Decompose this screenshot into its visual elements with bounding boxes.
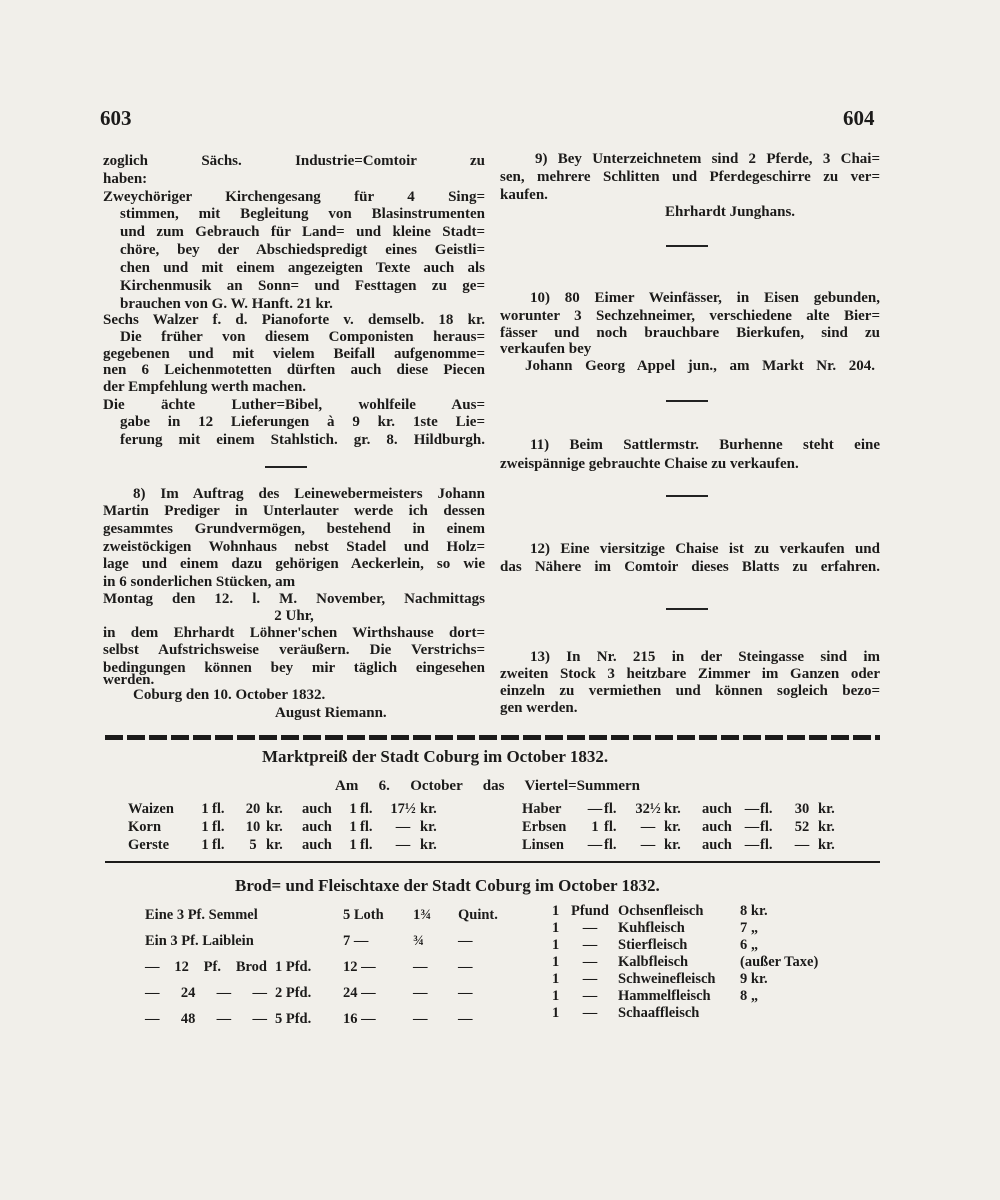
meat-tax-cell: Ochsenfleisch [618, 903, 704, 919]
notice-8-auction-date: Montag den 12. l. M. November, Nachmittags [103, 591, 485, 607]
grain-price-cell: 1 [591, 819, 599, 835]
meat-tax-cell: 1 [552, 971, 560, 987]
grain-price-cell: auch [702, 801, 732, 817]
notice-separator [666, 400, 708, 402]
grain-price-cell: kr. [266, 801, 283, 817]
grain-price-cell: 52 [794, 819, 810, 835]
grain-price-cell: kr. [818, 837, 835, 853]
book-notice-line: der Empfehlung werth machen. [103, 379, 307, 395]
notice-11-line: zweispännige gebrauchte Chaise zu verkaufen. [500, 456, 799, 472]
page-number-left: 603 [100, 106, 132, 130]
meat-tax-cell: — [582, 1005, 598, 1021]
notice-8-line: selbst Aufstrichsweise veräußern. Die Verstrichs= [103, 642, 485, 658]
meat-tax-table [552, 903, 860, 1022]
meat-tax-cell: — [582, 937, 598, 953]
grain-price-cell: fl. [604, 801, 617, 817]
grain-price-cell: fl. [760, 837, 773, 853]
meat-tax-row [552, 903, 860, 920]
grain-price-cell: — [587, 801, 603, 817]
grain-price-cell: 17½ [390, 801, 416, 817]
bread-tax-cell: — 48 — — [145, 1011, 267, 1027]
meat-tax-cell: 1 [552, 954, 560, 970]
notice-8-line: in 6 sonderlichen Stücken, am [103, 574, 296, 590]
bread-tax-cell: — [413, 985, 428, 1001]
bread-tax-cell: Quint. [458, 907, 498, 923]
book-notice-line: gegebenen und mit vielem Beifall aufgenomme= [103, 346, 485, 362]
notice-separator [666, 495, 708, 497]
notice-13-line: zweiten Stock 3 heitzbare Zimmer im Ganzen oder [500, 666, 880, 682]
grain-price-cell: 1 [201, 819, 209, 835]
bread-meat-tax-title: Brod= und Fleischtaxe der Stadt Coburg im October 1832. [235, 876, 660, 895]
grain-price-cell: 1 [349, 819, 357, 835]
book-notice-line: gabe in 12 Lieferungen à 9 kr. 1ste Lie= [120, 414, 485, 430]
notice-13-line: einzeln zu vermiethen und können sogleich bezo= [500, 683, 880, 699]
bread-tax-cell [275, 928, 343, 954]
grain-price-cell: 1 [201, 801, 209, 817]
book-notice-line: chöre, bey der Abschiedspredigt eines Geistli= [120, 242, 485, 258]
grain-price-cell: kr. [266, 819, 283, 835]
grain-price-cell: 10 [245, 819, 261, 835]
grain-price-cell: 32½ [635, 801, 661, 817]
meat-tax-cell: 9 kr. [740, 971, 768, 987]
grain-price-cell: auch [302, 837, 332, 853]
notice-8-auction-time: 2 Uhr, [274, 608, 314, 624]
grain-price-cell: 20 [245, 801, 261, 817]
bread-tax-cell: 5 Loth [343, 907, 384, 923]
meat-tax-cell: — [582, 988, 598, 1004]
bread-tax-cell: — [413, 959, 428, 975]
meat-tax-cell: 8 „ [740, 988, 759, 1004]
grain-price-cell: kr. [664, 801, 681, 817]
bread-tax-row [145, 902, 508, 928]
grain-price-cell: Gerste [128, 837, 170, 853]
meat-tax-cell: 7 „ [740, 920, 759, 936]
grain-price-cell: auch [702, 837, 732, 853]
meat-tax-cell: 1 [552, 920, 560, 936]
meat-tax-cell: Hammelfleisch [618, 988, 711, 1004]
meat-tax-row [552, 920, 860, 937]
notice-11-line: 11) Beim Sattlermstr. Burhenne steht eine [530, 437, 880, 453]
grain-price-row [128, 836, 450, 854]
meat-tax-cell: Kuhfleisch [618, 920, 685, 936]
bread-tax-cell: ¾ [413, 933, 424, 949]
grain-price-cell: 1 [201, 837, 209, 853]
grain-price-cell: auch [702, 819, 732, 835]
bread-tax-cell: 5 Pfd. [275, 1011, 312, 1027]
grain-price-cell: fl. [360, 819, 373, 835]
notice-separator [666, 245, 708, 247]
grain-price-table-left [128, 800, 450, 854]
grain-price-cell: — [395, 837, 411, 853]
grain-price-cell: Waizen [128, 801, 174, 817]
grain-price-cell: — [587, 837, 603, 853]
notice-8-signature: August Riemann. [275, 705, 387, 721]
meat-tax-cell: Schaaffleisch [618, 1005, 700, 1021]
meat-tax-cell: 1 [552, 937, 560, 953]
notice-8-line: zweistöckigen Wohnhaus nebst Stadel und Holz= [103, 539, 485, 555]
section-divider [105, 735, 880, 740]
book-notice-line: Zweychöriger Kirchengesang für 4 Sing= [103, 189, 485, 205]
notice-8-line: in dem Ehrhardt Löhner'schen Wirthshause dort= [103, 625, 485, 641]
bread-tax-row [145, 954, 508, 980]
meat-tax-row [552, 1005, 860, 1022]
grain-price-cell: — [640, 837, 656, 853]
bread-tax-cell: Ein 3 Pf. Laiblein [145, 933, 254, 949]
meat-tax-cell: 6 „ [740, 937, 759, 953]
book-notice-line: stimmen, mit Begleitung von Blasinstrumenten [120, 206, 485, 222]
book-notice-line: nen 6 Leichenmotetten dürften auch diese Piecen [103, 362, 485, 378]
meat-tax-cell: (außer Taxe) [740, 954, 819, 970]
book-notice-line: haben: [103, 171, 148, 187]
grain-price-cell: kr. [664, 819, 681, 835]
grain-price-cell: kr. [818, 801, 835, 817]
meat-tax-row [552, 937, 860, 954]
grain-price-cell: — [744, 801, 760, 817]
grain-price-cell: 1 [349, 801, 357, 817]
grain-price-cell: Haber [522, 801, 562, 817]
grain-price-row [522, 818, 848, 836]
bread-tax-cell: 24 — [343, 985, 376, 1001]
grain-price-cell: 30 [794, 801, 810, 817]
bread-tax-cell: — [458, 959, 473, 975]
bread-tax-cell: 2 Pfd. [275, 985, 312, 1001]
grain-price-cell: kr. [664, 837, 681, 853]
book-notice-line: zoglich Sächs. Industrie=Comtoir zu [103, 153, 485, 169]
notice-10-line: verkaufen bey [500, 341, 592, 357]
bread-tax-cell [275, 902, 343, 928]
book-notice-line: chen und mit einem angezeigten Texte auch als [120, 260, 485, 276]
grain-price-cell: kr. [420, 837, 437, 853]
grain-price-cell: fl. [604, 819, 617, 835]
bread-tax-cell: — [458, 933, 473, 949]
notice-8-date: Coburg den 10. October 1832. [133, 687, 326, 703]
notice-8-line: bedingungen können bey mir täglich eingesehen [103, 660, 485, 676]
book-notice-line: brauchen von G. W. Hanft. 21 kr. [120, 296, 333, 312]
bread-tax-table [145, 902, 508, 1032]
book-notice-line: Die früher von diesem Componisten heraus= [120, 329, 485, 345]
meat-tax-cell: Kalbfleisch [618, 954, 689, 970]
grain-price-cell: 1 [349, 837, 357, 853]
notice-separator [265, 466, 307, 468]
notice-9-line: 9) Bey Unterzeichnetem sind 2 Pferde, 3 Chai= [535, 151, 880, 167]
grain-price-cell: fl. [212, 819, 225, 835]
meat-tax-row [552, 988, 860, 1005]
notice-13-line: 13) In Nr. 215 in der Steingasse sind im [530, 649, 880, 665]
notice-8-line: werden. [103, 672, 155, 688]
grain-price-cell: 5 [249, 837, 257, 853]
meat-tax-cell: 1 [552, 1005, 560, 1021]
grain-price-cell: fl. [760, 801, 773, 817]
book-notice-line: und zum Gebrauch für Land= und kleine Stadt= [120, 224, 485, 240]
bread-tax-cell: — 12 Pf. Brod [145, 959, 267, 975]
grain-price-cell: kr. [266, 837, 283, 853]
market-prices-title: Marktpreiß der Stadt Coburg im October 1832. [262, 747, 609, 766]
meat-tax-cell: Schweinefleisch [618, 971, 716, 987]
bread-tax-cell: — [458, 1011, 473, 1027]
bread-tax-row [145, 1006, 508, 1032]
grain-price-cell: fl. [360, 801, 373, 817]
meat-tax-cell: — [582, 920, 598, 936]
bread-tax-cell: 7 — [343, 933, 369, 949]
notice-9-signature: Ehrhardt Junghans. [665, 204, 796, 220]
bread-tax-cell: — [458, 985, 473, 1001]
notice-9-line: kaufen. [500, 187, 548, 203]
bread-tax-cell: 16 — [343, 1011, 376, 1027]
notice-12-line: 12) Eine viersitzige Chaise ist zu verkaufen und [530, 541, 880, 557]
grain-price-cell: fl. [604, 837, 617, 853]
meat-tax-cell: 1 [552, 988, 560, 1004]
bread-tax-cell: 12 — [343, 959, 376, 975]
meat-tax-cell: Stierfleisch [618, 937, 688, 953]
grain-price-row [522, 836, 848, 854]
page-number-right: 604 [843, 106, 875, 130]
notice-10-line: worunter 3 Sechzehneimer, verschiedene alte Bier= [500, 308, 880, 324]
bread-tax-cell: — 24 — — [145, 985, 267, 1001]
grain-price-cell: auch [302, 801, 332, 817]
grain-price-row [522, 800, 848, 818]
notice-13-line: gen werden. [500, 700, 578, 716]
grain-price-cell: Linsen [522, 837, 564, 853]
book-notice-line: Die ächte Luther=Bibel, wohlfeile Aus= [103, 397, 485, 413]
meat-tax-cell [740, 1005, 860, 1022]
grain-price-cell: auch [302, 819, 332, 835]
notice-12-line: das Nähere im Comtoir dieses Blatts zu erfahren. [500, 559, 880, 575]
bread-tax-row [145, 980, 508, 1006]
grain-price-cell: Korn [128, 819, 162, 835]
meat-tax-cell: — [582, 971, 598, 987]
grain-price-row [128, 818, 450, 836]
notice-10-line: fässer und noch brauchbare Bierkufen, sind zu [500, 325, 880, 341]
meat-tax-cell: — [582, 954, 598, 970]
meat-tax-row [552, 971, 860, 988]
notice-separator [666, 608, 708, 610]
notice-10-signature: Johann Georg Appel jun., am Markt Nr. 204. [525, 358, 875, 374]
notice-9-line: sen, mehrere Schlitten und Pferdegeschirre zu ver= [500, 169, 880, 185]
grain-price-cell: fl. [212, 801, 225, 817]
book-notice-line: ferung mit einem Stahlstich. gr. 8. Hildburgh. [120, 432, 485, 448]
meat-tax-cell: 8 kr. [740, 903, 768, 919]
grain-price-cell: kr. [420, 819, 437, 835]
bread-tax-cell: — [413, 1011, 428, 1027]
meat-tax-cell: 1 [552, 903, 560, 919]
market-prices-subtitle: Am 6. October das Viertel=Summern [335, 778, 640, 794]
grain-price-cell: fl. [760, 819, 773, 835]
book-notice-line: Sechs Walzer f. d. Pianoforte v. demselb. 18 kr. [103, 312, 485, 328]
grain-price-cell: — [794, 837, 810, 853]
grain-price-cell: — [395, 819, 411, 835]
notice-8-line: lage und einem dazu gehörigen Aeckerlein, so wie [103, 556, 485, 572]
meat-tax-cell: Pfund [571, 903, 609, 919]
notice-10-line: 10) 80 Eimer Weinfässer, in Eisen gebunden, [530, 290, 880, 306]
bread-tax-cell: 1¾ [413, 907, 432, 923]
book-notice-line: Kirchenmusik an Sonn= und Festtagen zu ge= [120, 278, 485, 294]
grain-price-cell: Erbsen [522, 819, 567, 835]
grain-price-cell: — [744, 819, 760, 835]
notice-8-line: Martin Prediger in Unterlauter werde ich dessen [103, 503, 485, 519]
meat-tax-row [552, 954, 860, 971]
grain-price-row [128, 800, 450, 818]
grain-price-cell: kr. [818, 819, 835, 835]
grain-price-cell: — [640, 819, 656, 835]
notice-8-line: 8) Im Auftrag des Leinewebermeisters Johann [133, 486, 485, 502]
section-rule [105, 861, 880, 863]
grain-price-cell: fl. [360, 837, 373, 853]
bread-tax-cell: Eine 3 Pf. Semmel [145, 907, 258, 923]
grain-price-table-right [522, 800, 848, 854]
bread-tax-cell: 1 Pfd. [275, 959, 312, 975]
bread-tax-row [145, 928, 508, 954]
grain-price-cell: fl. [212, 837, 225, 853]
notice-8-line: gesammtes Grundvermögen, bestehend in einem [103, 521, 485, 537]
grain-price-cell: — [744, 837, 760, 853]
grain-price-cell: kr. [420, 801, 437, 817]
